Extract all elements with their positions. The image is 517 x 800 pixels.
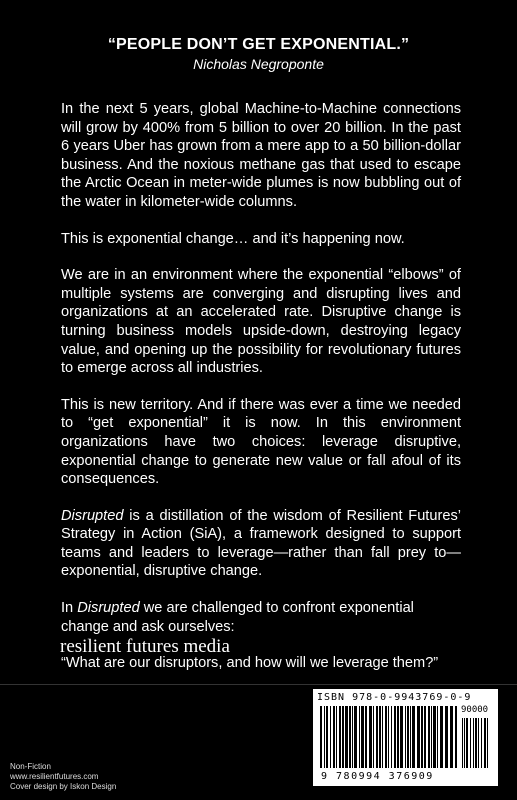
paragraph-6-lead: In xyxy=(61,600,78,617)
design-credit: Cover design by Iskon Design xyxy=(10,782,117,791)
barcode-bars xyxy=(320,706,491,770)
website-link: www.resilientfutures.com xyxy=(10,772,99,781)
blurb-paragraph-5 xyxy=(61,507,461,581)
paragraph-6-text: we are challenged to confront exponential change and ask ourselves: xyxy=(61,600,414,635)
book-title-italic: Disrupted xyxy=(77,600,140,617)
quote-author: Nicholas Negroponte xyxy=(193,56,324,72)
isbn-text: ISBN 978-0-9943769-0-9 xyxy=(317,692,472,703)
publisher-logo: resilient futures media xyxy=(60,636,230,657)
paragraph-5-text: is a distillation of the wisdom of Resilient Futures’ Strategy in Action (SiA), a framework designed to support teams and leaders to leverage—rather than fall prey to— exponential, disruptive change. xyxy=(61,507,461,580)
blurb-paragraph-1: In the next 5 years, global Machine-to-Machine connections will grow by 400% from 5 billion to over 20 billion. In the past 6 years Uber has grown from a mere app to a 50 billion-dollar business. And the noxious methane gas that used to escape the Arctic Ocean in meter-wide plumes is now bubbling out of the water in kilometer-wide columns. xyxy=(61,101,461,210)
barcode xyxy=(313,689,498,786)
genre-label: Non-Fiction xyxy=(10,762,51,771)
blurb-paragraph-3: We are in an environment where the exponential “elbows” of multiple systems are converging and disrupting lives and organizations at an accelerated rate. Disruptive change is turning business models upside-down, destroying legacy value, and opening up the possibility for revolutionary futures to emerge across all industries. xyxy=(61,267,461,377)
divider xyxy=(0,684,517,685)
book-title-italic: Disrupted xyxy=(61,507,124,524)
blurb-body xyxy=(61,100,461,691)
quote-title: “PEOPLE DON’T GET EXPONENTIAL.” xyxy=(107,36,410,53)
closing-question: “What are our disruptors, and how will we leverage them?” xyxy=(61,655,439,672)
blurb-paragraph-4: This is new territory. And if there was ever a time we needed to “get exponential” it is now. In this environment organizations have two choices: leverage disruptive, exponential change to generate new value or fall afoul of its consequences. xyxy=(61,396,461,488)
barcode-addon-number: 90000 xyxy=(461,705,489,715)
ean-number: 9 780994 376909 xyxy=(321,771,434,782)
blurb-paragraph-6 xyxy=(61,599,461,636)
credits xyxy=(10,762,116,792)
blurb-paragraph-2: This is exponential change… and it’s happening now. xyxy=(61,230,405,247)
